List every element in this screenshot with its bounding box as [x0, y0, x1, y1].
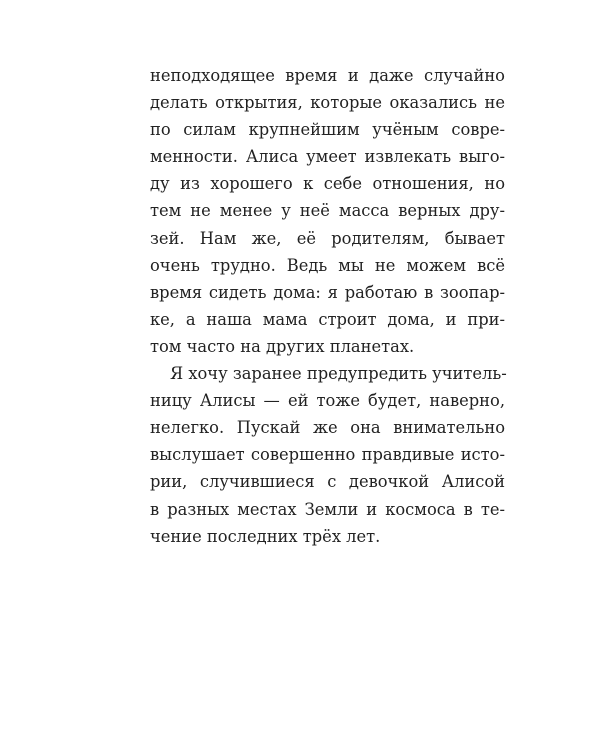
text-line: тем не менее у неё масса верных дру-	[150, 201, 505, 221]
text-line: ницу Алисы — ей тоже будет, наверно,	[150, 391, 505, 411]
text-line: выслушает совершенно правдивые исто-	[150, 445, 505, 465]
paragraph-1	[150, 62, 505, 360]
text-line: очень трудно. Ведь мы не можем всё	[150, 255, 505, 275]
text-line: Я хочу заранее предупредить учитель-	[170, 364, 507, 384]
text-line: том часто на других планетах.	[150, 336, 415, 356]
text-line: время сидеть дома: я работаю в зоопар-	[150, 282, 505, 302]
body-text	[150, 62, 505, 550]
text-line: ке, а наша мама строит дома, и при-	[150, 309, 505, 329]
paragraph-2	[150, 360, 505, 550]
text-line: менности. Алиса умеет извлекать выго-	[150, 147, 505, 167]
text-line: делать открытия, которые оказались не	[150, 93, 505, 113]
text-line: в разных местах Земли и космоса в те-	[150, 499, 505, 519]
text-line: нелегко. Пускай же она внимательно	[150, 418, 505, 438]
text-line: по силам крупнейшим учёным совре-	[150, 120, 505, 140]
text-line: чение последних трёх лет.	[150, 526, 381, 546]
text-line: неподходящее время и даже случайно	[150, 66, 505, 85]
text-line: ду из хорошего к себе отношения, но	[150, 174, 505, 194]
text-line: зей. Нам же, её родителям, бывает	[150, 228, 505, 248]
text-line: рии, случившиеся с девочкой Алисой	[150, 472, 505, 492]
